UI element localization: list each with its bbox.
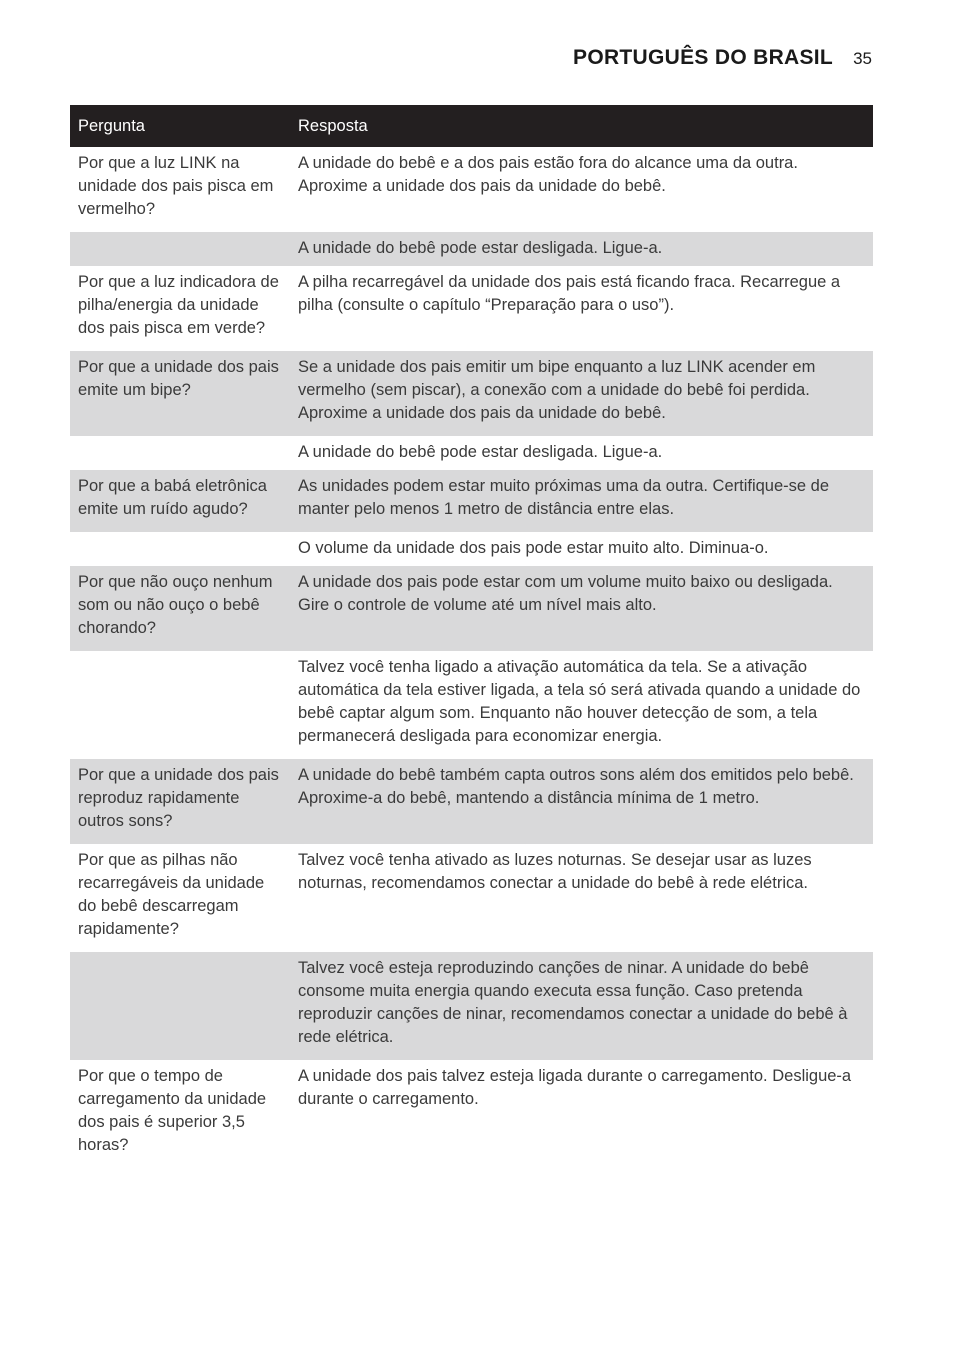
table-row [70,232,873,266]
table-row [70,759,873,844]
column-header-question: Pergunta [70,105,290,147]
table-row [70,147,873,232]
header-row [70,105,873,147]
question-cell: Por que as pilhas não recarregáveis da unidade do bebê descarregam rapidamente? [78,851,265,938]
table-row [70,1060,873,1168]
question-cell [70,532,290,566]
page-number: 35 [853,49,872,68]
answer-cell: A unidade do bebê também capta outros sons além dos emitidos pelo bebê. Aproxime-a do bebê, mantendo a distância mínima de 1 metro. [290,759,873,844]
answer-cell: Talvez você esteja reproduzindo canções de ninar. A unidade do bebê consome muita energia quando executa essa função. Caso pretenda reproduzir canções de ninar, recomendamos conectar a unidade do bebê à rede elétrica. [290,952,873,1060]
faq-table [70,105,873,1168]
question-cell: Por que a luz LINK na unidade dos pais pisca em vermelho? [78,154,274,218]
table-row [70,436,873,470]
question-cell [70,436,290,470]
question-cell [70,651,290,759]
table-row [70,952,873,1060]
answer-cell: A unidade dos pais talvez esteja ligada durante o carregamento. Desligue-a durante o carregamento. [298,1067,852,1108]
table-row [70,844,873,952]
column-header-answer: Resposta [290,105,873,147]
question-cell: Por que a luz indicadora de pilha/energia da unidade dos pais pisca em verde? [78,273,279,337]
table-row [70,470,873,532]
table-row [70,566,873,651]
answer-cell: A pilha recarregável da unidade dos pais está ficando fraca. Recarregue a pilha (consulte o capítulo “Preparação para o uso”). [298,273,841,314]
table-header [70,105,873,147]
table-row [70,266,873,351]
answer-cell: A unidade do bebê pode estar desligada. Ligue-a. [290,232,873,266]
question-cell: Por que não ouço nenhum som ou não ouço o bebê chorando? [70,566,290,651]
page-header [573,46,872,70]
answer-cell: Se a unidade dos pais emitir um bipe enquanto a luz LINK acender em vermelho (sem piscar), a conexão com a unidade do bebê foi perdida. Aproxime a unidade dos pais da unidade do bebê. [290,351,873,436]
table-body [70,147,873,1168]
answer-cell: Talvez você tenha ligado a ativação automática da tela. Se a ativação automática da tela estiver ligada, a tela só será ativada quando a unidade do bebê captar algum som. Enquanto não houver detecção de som, a tela permanecerá desligada para economizar energia. [298,658,861,745]
question-cell: Por que a unidade dos pais emite um bipe? [70,351,290,436]
table-row [70,351,873,436]
answer-cell: A unidade dos pais pode estar com um volume muito baixo ou desligada. Gire o controle de volume até um nível mais alto. [290,566,873,651]
answer-cell: A unidade do bebê pode estar desligada. Ligue-a. [298,443,663,461]
table-row [70,532,873,566]
question-cell [70,952,290,1060]
section-title: PORTUGUÊS DO BRASIL [573,46,834,69]
question-cell [70,232,290,266]
answer-cell: A unidade do bebê e a dos pais estão fora do alcance uma da outra. Aproxime a unidade dos pais da unidade do bebê. [298,154,798,195]
question-cell: Por que o tempo de carregamento da unidade dos pais é superior 3,5 horas? [78,1067,267,1154]
question-cell: Por que a babá eletrônica emite um ruído agudo? [70,470,290,532]
table-row [70,651,873,759]
answer-cell: As unidades podem estar muito próximas uma da outra. Certifique-se de manter pelo menos 1 metro de distância entre elas. [290,470,873,532]
answer-cell: Talvez você tenha ativado as luzes noturnas. Se desejar usar as luzes noturnas, recomendamos conectar a unidade do bebê à rede elétrica. [298,851,812,892]
question-cell: Por que a unidade dos pais reproduz rapidamente outros sons? [70,759,290,844]
answer-cell: O volume da unidade dos pais pode estar muito alto. Diminua-o. [298,539,769,557]
